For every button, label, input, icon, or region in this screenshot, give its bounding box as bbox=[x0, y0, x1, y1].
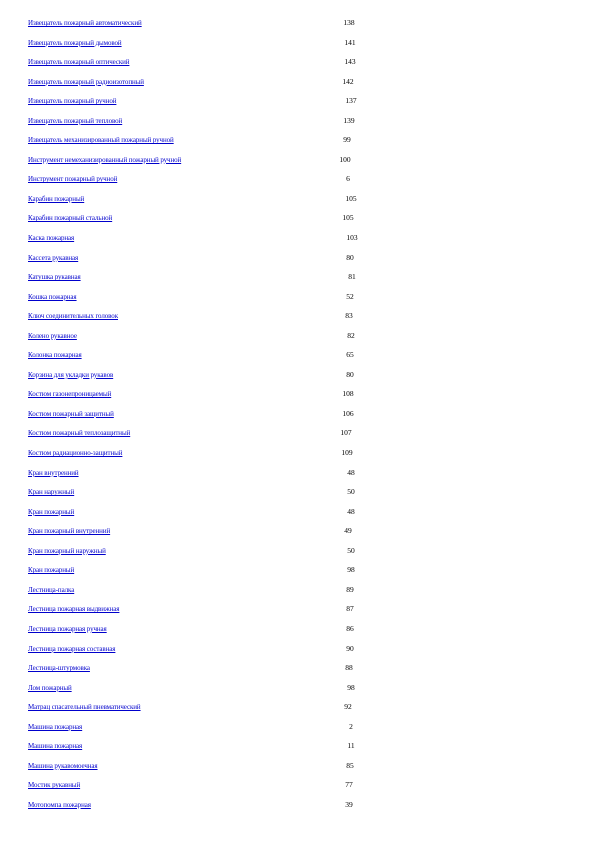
index-entry-page-number: 141 bbox=[344, 37, 356, 47]
index-entry-link[interactable]: Мотопомпа пожарная bbox=[28, 800, 91, 809]
index-entry-link[interactable]: Костюм пожарный защитный bbox=[28, 409, 114, 418]
index-entry-page-number: 49 bbox=[344, 526, 352, 536]
index-entry bbox=[0, 720, 595, 740]
index-entry-page-number: 107 bbox=[340, 428, 352, 438]
index-entry bbox=[0, 759, 595, 779]
index-entry bbox=[0, 524, 595, 544]
index-entry-page-number: 50 bbox=[347, 545, 355, 555]
index-entry-link[interactable]: Кран пожарный наружный bbox=[28, 546, 106, 555]
index-entry bbox=[0, 681, 595, 701]
index-entry-page-number: 88 bbox=[345, 663, 353, 673]
index-entry-page-number: 142 bbox=[342, 76, 354, 86]
index-entry-link[interactable]: Каска пожарная bbox=[28, 234, 75, 243]
index-entry-page-number: 139 bbox=[343, 115, 355, 125]
index-entry bbox=[0, 94, 595, 114]
index-entry bbox=[0, 75, 595, 95]
index-entry bbox=[0, 544, 595, 564]
index-entry-page-number: 90 bbox=[346, 643, 354, 653]
index-entry bbox=[0, 387, 595, 407]
index-entry bbox=[0, 133, 595, 153]
index-entry-page-number: 138 bbox=[343, 18, 355, 27]
index-entry-link[interactable]: Мостик рукавный bbox=[28, 781, 81, 790]
index-entry-page-number: 65 bbox=[346, 350, 354, 360]
index-entry-page-number: 11 bbox=[347, 741, 355, 751]
index-entry-link[interactable]: Костюм газонепроницаемый bbox=[28, 390, 112, 399]
index-entry bbox=[0, 583, 595, 603]
index-entry-link[interactable]: Кошка пожарная bbox=[28, 292, 77, 301]
index-entry-link[interactable]: Катушка рукавная bbox=[28, 273, 81, 282]
index-entry-link[interactable]: Лестница пожарная составная bbox=[28, 644, 116, 653]
index-entry bbox=[0, 172, 595, 192]
index-entry-link[interactable]: Ключ соединительных головок bbox=[28, 312, 119, 321]
index-entry-page-number: 39 bbox=[345, 799, 353, 809]
index-entry-link[interactable]: Инструмент немеханизированный пожарный ручной bbox=[28, 155, 182, 164]
index-entry bbox=[0, 778, 595, 798]
index-entry-link[interactable]: Извещатель пожарный ручной bbox=[28, 97, 117, 106]
index-entry-page-number: 98 bbox=[347, 682, 355, 692]
index-entry-page-number: 105 bbox=[345, 193, 357, 203]
index-entry bbox=[0, 446, 595, 466]
index-entry-page-number: 52 bbox=[346, 291, 354, 301]
index-entry bbox=[0, 329, 595, 349]
index-entry bbox=[0, 642, 595, 662]
index-entry bbox=[0, 368, 595, 388]
index-entry-link[interactable]: Кран наружный bbox=[28, 488, 75, 497]
index-entry-page-number: 80 bbox=[346, 252, 354, 262]
index-entry-page-number: 137 bbox=[345, 96, 357, 106]
index-entry-page-number: 50 bbox=[347, 487, 355, 497]
index-entry-page-number: 92 bbox=[344, 702, 352, 712]
index-entry-page-number: 100 bbox=[339, 154, 351, 164]
index-entry bbox=[0, 290, 595, 310]
index-entry-page-number: 106 bbox=[342, 408, 354, 418]
index-entry bbox=[0, 270, 595, 290]
index-entry-link[interactable]: Колонка пожарная bbox=[28, 351, 82, 360]
index-entry-page-number: 143 bbox=[344, 57, 356, 67]
index-entry bbox=[0, 114, 595, 134]
index-entry-page-number: 86 bbox=[346, 623, 354, 633]
index-entry-link[interactable]: Матрац спасательный пневматический bbox=[28, 703, 141, 712]
index-entry bbox=[0, 739, 595, 759]
index-entry-page-number: 83 bbox=[345, 311, 353, 321]
index-entry-page-number: 80 bbox=[346, 369, 354, 379]
index-entry-page-number: 6 bbox=[346, 174, 350, 184]
index-entry-link[interactable]: Кран пожарный bbox=[28, 507, 75, 516]
index-entry-link[interactable]: Машина рукавомоечная bbox=[28, 761, 98, 770]
index-entry-link[interactable]: Извещатель механизированный пожарный ручной bbox=[28, 136, 174, 145]
index-entry bbox=[0, 700, 595, 720]
index-entry-page-number: 89 bbox=[346, 584, 354, 594]
index-entry-link[interactable]: Извещатель пожарный тепловой bbox=[28, 116, 123, 125]
index-entry-link[interactable]: Инструмент пожарный ручной bbox=[28, 175, 118, 184]
index-entry bbox=[0, 251, 595, 271]
index-entry-page-number: 108 bbox=[342, 389, 354, 399]
index-entry bbox=[0, 231, 595, 251]
index-entry-link[interactable]: Кран внутренний bbox=[28, 468, 79, 477]
index-entry-link[interactable]: Костюм радиационно-защитный bbox=[28, 449, 123, 458]
index-entry-link[interactable]: Лестница-палка bbox=[28, 585, 75, 594]
index-entry bbox=[0, 211, 595, 231]
index-entry-page-number: 99 bbox=[343, 135, 351, 145]
index-entry-link[interactable]: Колено рукавное bbox=[28, 331, 77, 340]
index-entry-page-number: 87 bbox=[346, 604, 354, 614]
index-entry-page-number: 82 bbox=[347, 330, 355, 340]
index-entry bbox=[0, 622, 595, 642]
index-entry-page-number: 81 bbox=[348, 272, 356, 282]
index-entry bbox=[0, 485, 595, 505]
index-entry-link[interactable]: Лестница пожарная ручная bbox=[28, 624, 107, 633]
index-entry bbox=[0, 55, 595, 75]
index-entry-page-number: 48 bbox=[347, 467, 355, 477]
index-entry-link[interactable]: Извещатель пожарный автоматический bbox=[28, 19, 142, 27]
index-entry bbox=[0, 16, 595, 36]
index-entry-link[interactable]: Лестница-штурмовка bbox=[28, 664, 90, 673]
index-list bbox=[0, 16, 595, 817]
index-entry-link[interactable]: Извещатель пожарный дымовой bbox=[28, 38, 122, 47]
index-entry-page-number: 98 bbox=[347, 565, 355, 575]
index-entry bbox=[0, 309, 595, 329]
index-entry bbox=[0, 36, 595, 56]
index-entry bbox=[0, 426, 595, 446]
index-entry-link[interactable]: Корзина для укладки рукавов bbox=[28, 370, 114, 379]
index-entry bbox=[0, 602, 595, 622]
index-entry-link[interactable]: Машина пожарная bbox=[28, 722, 83, 731]
index-entry bbox=[0, 563, 595, 583]
index-entry-page-number: 77 bbox=[345, 780, 353, 790]
index-entry-link[interactable]: Кассета рукавная bbox=[28, 253, 79, 262]
index-entry-link[interactable]: Костюм пожарный теплозащитный bbox=[28, 429, 131, 438]
index-entry-link[interactable]: Карабин пожарный стальной bbox=[28, 214, 113, 223]
index-entry bbox=[0, 407, 595, 427]
index-entry bbox=[0, 466, 595, 486]
index-entry-link[interactable]: Извещатель пожарный радиоизотопный bbox=[28, 77, 144, 86]
index-entry-link[interactable]: Машина пожарная bbox=[28, 742, 83, 751]
index-entry-link[interactable]: Лестница пожарная выдвижная bbox=[28, 605, 120, 614]
index-entry-link[interactable]: Извещатель пожарный оптический bbox=[28, 58, 130, 67]
index-entry-link[interactable]: Лом пожарный bbox=[28, 683, 72, 692]
index-entry-link[interactable]: Кран пожарный внутренний bbox=[28, 527, 111, 536]
index-entry-page-number: 2 bbox=[349, 721, 353, 731]
index-entry-page-number: 109 bbox=[341, 448, 353, 458]
index-entry bbox=[0, 505, 595, 525]
index-entry bbox=[0, 192, 595, 212]
index-entry-link[interactable]: Карабин пожарный bbox=[28, 194, 85, 203]
index-entry-page-number: 48 bbox=[347, 506, 355, 516]
index-entry bbox=[0, 348, 595, 368]
index-entry-page-number: 103 bbox=[346, 233, 358, 243]
index-entry bbox=[0, 153, 595, 173]
index-entry-page-number: 85 bbox=[346, 760, 354, 770]
index-entry-link[interactable]: Кран пожарный bbox=[28, 566, 75, 575]
index-entry-page-number: 105 bbox=[342, 213, 354, 223]
index-entry bbox=[0, 661, 595, 681]
index-entry bbox=[0, 798, 595, 818]
